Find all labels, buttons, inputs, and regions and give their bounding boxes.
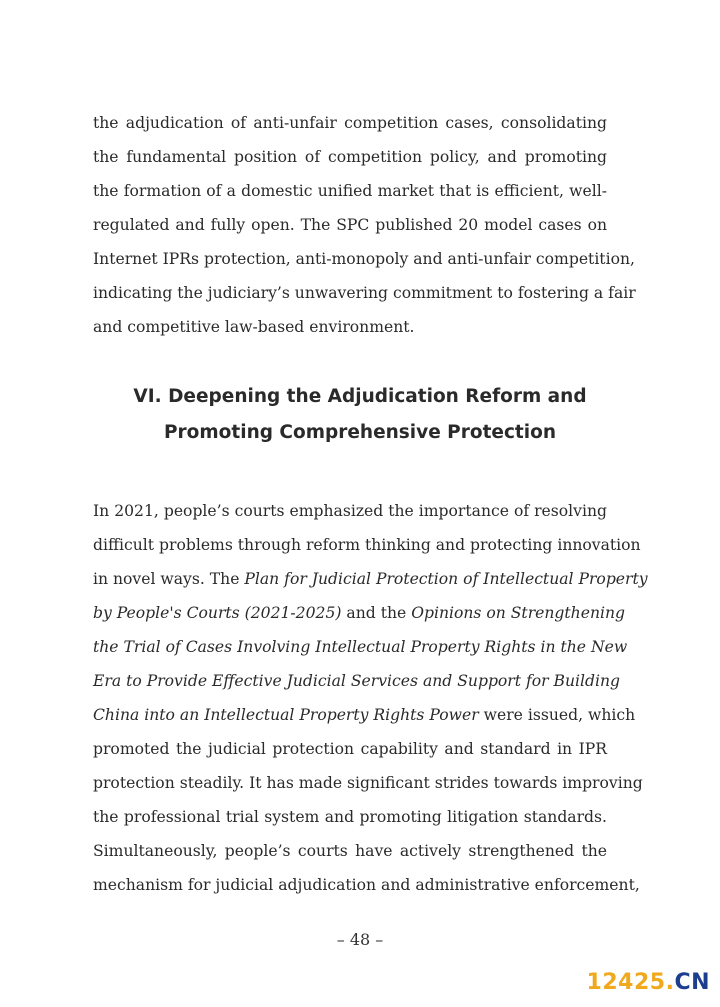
text-line: promoted the judicial protection capability and standard in IPR — [93, 740, 607, 758]
watermark-logo — [587, 970, 710, 995]
document-title-italic: by People's Courts (2021-2025) — [93, 604, 342, 622]
section-heading — [60, 379, 660, 451]
text-line — [93, 698, 636, 732]
body-paragraph-1 — [93, 106, 636, 344]
section-heading-line-1: VI. Deepening the Adjudication Reform and — [133, 386, 587, 407]
text-line: In 2021, people’s courts emphasized the importance of resolving — [93, 502, 607, 520]
document-title-italic: China into an Intellectual Property Rights Power — [93, 706, 479, 724]
text-line: Simultaneously, people’s courts have actively strengthened the — [93, 842, 607, 860]
text-line: the fundamental position of competition policy, and promoting — [93, 148, 607, 166]
text-line: mechanism for judicial adjudication and administrative enforcement, — [93, 876, 640, 894]
text-line: and competitive law-based environment. — [93, 318, 415, 336]
document-title-italic: Era to Provide Effective Judicial Services and Support for Building — [93, 672, 621, 690]
text-line: difficult problems through reform thinking and protecting innovation — [93, 536, 641, 554]
text-run: and the — [341, 604, 412, 622]
text-line: regulated and fully open. The SPC published 20 model cases on — [93, 216, 607, 234]
text-line: protection steadily. It has made significant strides towards improving — [93, 774, 643, 792]
text-line — [93, 664, 621, 698]
text-line — [93, 596, 626, 630]
document-title-italic: Opinions on Strengthening — [411, 604, 626, 622]
page-number: – 48 – — [336, 930, 384, 949]
text-line: the adjudication of anti-unfair competition cases, consolidating — [93, 114, 607, 132]
document-title-italic: the Trial of Cases Involving Intellectual Property Rights in the New — [93, 638, 628, 656]
watermark-dot: . — [665, 970, 675, 995]
watermark-suffix: CN — [674, 970, 710, 995]
text-line: indicating the judiciary’s unwavering commitment to fostering a fair — [93, 284, 636, 302]
watermark-number: 12425 — [586, 970, 666, 995]
text-line — [93, 630, 628, 664]
text-run: were issued, which — [478, 706, 636, 724]
text-line: Internet IPRs protection, anti-monopoly and anti-unfair competition, — [93, 250, 635, 268]
text-line: the formation of a domestic unified market that is efficient, well- — [93, 182, 607, 200]
section-heading-line-2: Promoting Comprehensive Protection — [164, 422, 556, 443]
text-line: the professional trial system and promoting litigation standards. — [93, 808, 607, 826]
text-line — [93, 562, 648, 596]
document-title-italic: Plan for Judicial Protection of Intellectual Property — [244, 570, 648, 588]
text-run: in novel ways. The — [93, 570, 245, 588]
body-paragraph-2 — [93, 494, 648, 902]
